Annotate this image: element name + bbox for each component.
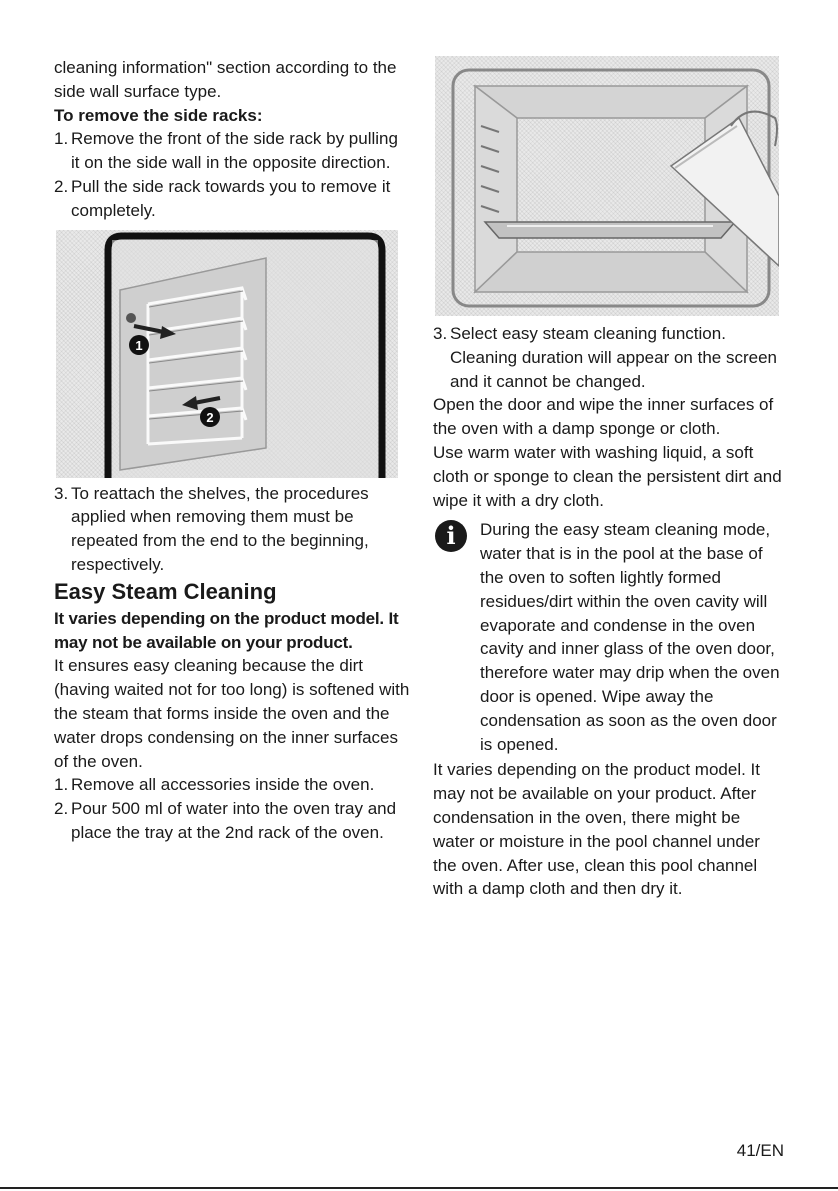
callout-2: 2 — [206, 409, 214, 425]
oven-cavity-drawing — [435, 56, 779, 316]
reattach-step — [54, 482, 410, 577]
wipe-instructions: Open the door and wipe the inner surfaces of the oven with a damp sponge or cloth. — [433, 395, 774, 439]
list-item: 1. Remove all accessories inside the oven. — [54, 775, 375, 795]
side-rack-drawing — [56, 230, 398, 478]
callout-1: 1 — [135, 337, 143, 353]
info-note-text: During the easy steam cleaning mode, water that is in the pool at the base of the oven to soften lightly formed residues/dirt within the oven cavity will evaporate and condense in the oven cavity and inner glass of the oven door, therefore water may drip when the oven door is opened. Wipe away the condensation as soon as the oven door is opened. — [480, 520, 780, 754]
info-note — [433, 518, 783, 756]
list-item: 2. Pull the side rack towards you to remove it completely. — [54, 176, 391, 220]
list-item: 2. Pour 500 ml of water into the oven tray and place the tray at the 2nd rack of the oven. — [54, 799, 397, 842]
steam-steps-list — [54, 773, 410, 844]
intro-text: cleaning information" section according to the side wall surface type. — [54, 58, 397, 101]
list-item: 3. To reattach the shelves, the procedures applied when removing them must be repeated from the end to the beginning, respectively. — [54, 483, 369, 574]
side-rack-removal-illustration — [56, 230, 398, 478]
list-item: 1. Remove the front of the side rack by pulling it on the side wall in the opposite direction. — [54, 129, 398, 173]
pool-channel-note: It varies depending on the product model. It may not be available on your product. After condensation in the oven, there might be water or moisture in the pool channel under the oven. After use, clean this pool channel with a damp cloth and then dry it. — [433, 760, 760, 899]
right-column — [433, 56, 783, 901]
list-item: 3. Select easy steam cleaning function. Cleaning duration will appear on the screen and it cannot be changed. — [433, 324, 777, 391]
page-number: 41/EN — [736, 1141, 784, 1160]
info-icon: i — [435, 520, 467, 552]
model-availability-note: It varies depending on the product model. It may not be available on your product. — [54, 608, 399, 652]
section-body: It ensures easy cleaning because the dirt (having waited not for too long) is softened with the steam that forms inside the oven and the water drops condensing on the inner surfaces of the oven. — [54, 656, 410, 771]
remove-racks-heading: To remove the side racks: — [54, 105, 263, 125]
left-column — [54, 56, 410, 845]
bottom-divider — [0, 1187, 838, 1189]
persistent-dirt-instructions: Use warm water with washing liquid, a soft cloth or sponge to clean the persistent dirt and wipe it with a dry cloth. — [433, 442, 782, 510]
section-title: Easy Steam Cleaning — [54, 578, 277, 604]
oven-tray-water-illustration — [435, 56, 779, 316]
remove-steps-list — [54, 127, 410, 222]
select-function-step — [433, 322, 783, 393]
